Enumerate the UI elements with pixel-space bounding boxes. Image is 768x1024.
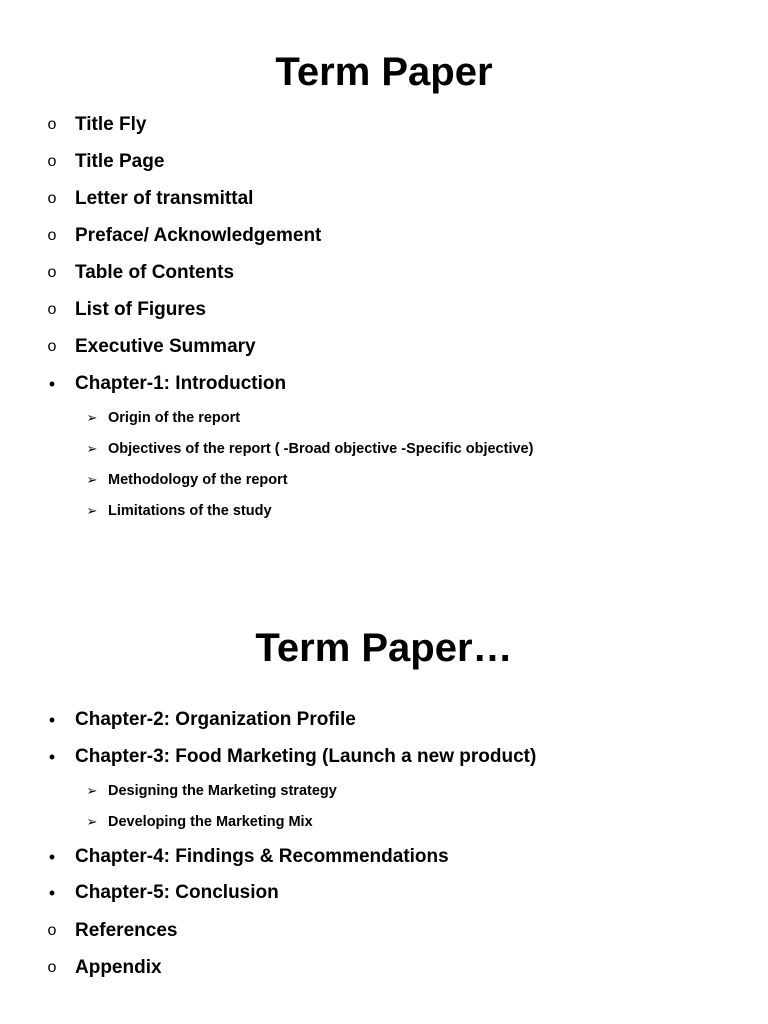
list-item	[0, 843, 768, 871]
list-item-text: Letter of transmittal	[75, 188, 254, 209]
arrowhead-bullet-icon: ➢	[86, 783, 98, 798]
filled-bullet-icon: •	[48, 747, 56, 767]
list-item-text: Chapter-5: Conclusion	[75, 882, 279, 903]
list-item	[0, 259, 768, 287]
list-item-text: List of Figures	[75, 299, 206, 320]
hollow-circle-bullet-icon: o	[47, 959, 57, 976]
filled-bullet-icon: •	[48, 847, 56, 867]
list-item	[0, 185, 768, 213]
sub-list-item	[0, 437, 768, 461]
list-item	[0, 743, 768, 771]
sub-list-item-text: Methodology of the report	[108, 472, 288, 488]
hollow-circle-bullet-icon: o	[47, 227, 57, 244]
list-item-text: Chapter-2: Organization Profile	[75, 709, 356, 730]
slide-2-title: Term Paper…	[255, 626, 513, 670]
sub-list-item-text: Limitations of the study	[108, 503, 272, 519]
list-item	[0, 111, 768, 139]
sub-list-item	[0, 406, 768, 430]
arrowhead-bullet-icon: ➢	[86, 814, 98, 829]
arrowhead-bullet-icon: ➢	[86, 441, 98, 456]
hollow-circle-bullet-icon: o	[47, 116, 57, 133]
slide-2	[0, 560, 768, 1024]
list-item-text: Chapter-1: Introduction	[75, 373, 287, 394]
list-item	[0, 954, 768, 982]
list-item-text: Table of Contents	[75, 262, 235, 283]
list-item	[0, 333, 768, 361]
arrowhead-bullet-icon: ➢	[86, 410, 98, 425]
hollow-circle-bullet-icon: o	[47, 338, 57, 355]
list-item-text: Chapter-4: Findings & Recommendations	[75, 846, 449, 867]
filled-bullet-icon: •	[48, 710, 56, 730]
hollow-circle-bullet-icon: o	[47, 922, 57, 939]
sub-list-item	[0, 468, 768, 492]
slide-1-title: Term Paper	[275, 50, 493, 94]
list-item-text: Chapter-3: Food Marketing (Launch a new product)	[75, 746, 537, 767]
sub-list-item	[0, 779, 768, 803]
list-item-text: Preface/ Acknowledgement	[75, 225, 322, 246]
filled-bullet-icon: •	[48, 883, 56, 903]
sub-list-item-text: Designing the Marketing strategy	[108, 783, 337, 799]
list-item-text: Title Page	[75, 151, 165, 172]
hollow-circle-bullet-icon: o	[47, 264, 57, 281]
hollow-circle-bullet-icon: o	[47, 153, 57, 170]
sub-list-item-text: Objectives of the report ( -Broad objective -Specific objective)	[108, 441, 534, 457]
list-item-text: Title Fly	[75, 114, 147, 135]
hollow-circle-bullet-icon: o	[47, 301, 57, 318]
list-item	[0, 879, 768, 907]
list-item-text: Appendix	[75, 957, 162, 978]
list-item-text: References	[75, 920, 178, 941]
sub-list-item	[0, 499, 768, 523]
list-item	[0, 706, 768, 734]
arrowhead-bullet-icon: ➢	[86, 472, 98, 487]
arrowhead-bullet-icon: ➢	[86, 503, 98, 518]
sub-list-item	[0, 810, 768, 834]
sub-list-item-text: Developing the Marketing Mix	[108, 814, 313, 830]
list-item	[0, 148, 768, 176]
list-item	[0, 370, 768, 398]
list-item	[0, 296, 768, 324]
list-item	[0, 917, 768, 945]
sub-list-item-text: Origin of the report	[108, 410, 241, 426]
filled-bullet-icon: •	[48, 374, 56, 394]
hollow-circle-bullet-icon: o	[47, 190, 57, 207]
list-item	[0, 222, 768, 250]
list-item-text: Executive Summary	[75, 336, 256, 357]
